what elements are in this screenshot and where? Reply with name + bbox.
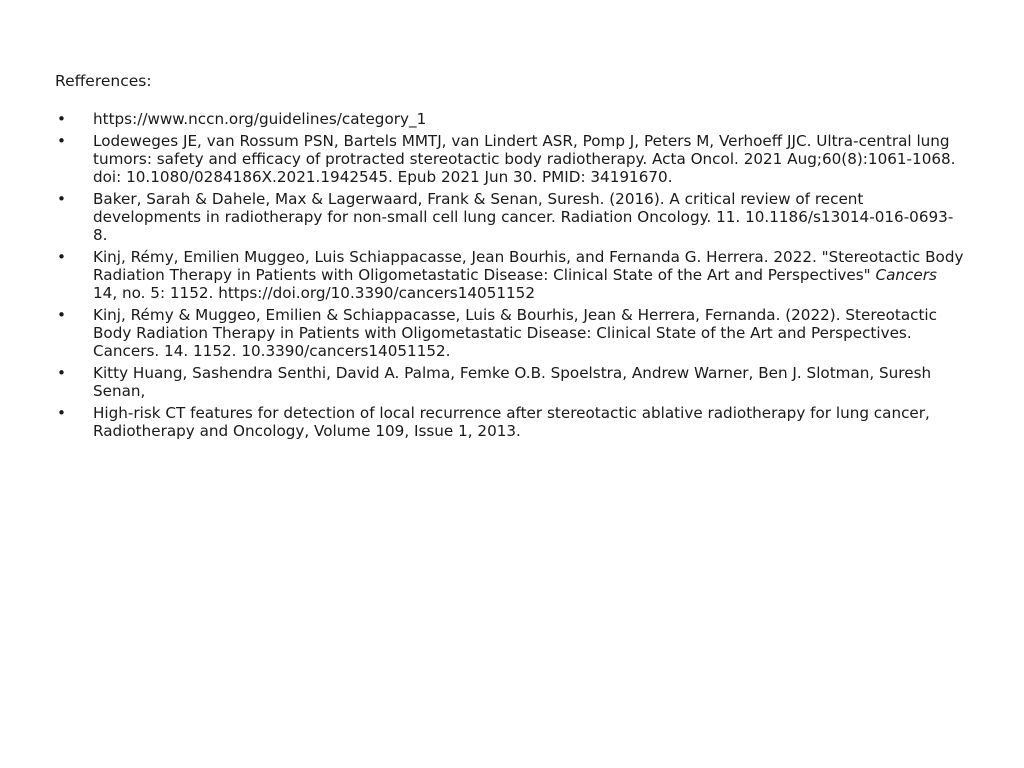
reference-journal-italic: Cancers <box>875 266 937 284</box>
reference-text: Lodeweges JE, van Rossum PSN, Bartels MMTJ, van Lindert ASR, Pomp J, Peters M, Verhoeff JJC. Ultra-central lung tumors: safety and efficacy of protracted stereotactic body radiotherapy. Acta Oncol. 2021 Aug;60(8):1061-1068. doi: 10.1080/0284186X.2021.1942545. Epub 2021 Jun 30. PMID: 34191670. <box>93 132 956 186</box>
reference-text: Kinj, Rémy & Muggeo, Emilien & Schiappacasse, Luis & Bourhis, Jean & Herrera, Fernanda. (2022). Stereotactic Body Radiation Therapy in Patients with Oligometastatic Disease: Clinical State of the Art and Perspectives. Cancers. 14. 1152. 10.3390/cancers14051152. <box>93 306 938 360</box>
references-list <box>55 110 964 440</box>
reference-text: https://www.nccn.org/guidelines/category_1 <box>93 110 427 128</box>
reference-text: High-risk CT features for detection of local recurrence after stereotactic ablative radiotherapy for lung cancer, Radiotherapy and Oncology, Volume 109, Issue 1, 2013. <box>93 404 930 440</box>
reference-item-huang-title <box>55 404 964 440</box>
reference-text-after: 14, no. 5: 1152. https://doi.org/10.3390/cancers14051152 <box>93 284 536 302</box>
reference-text-before: Kinj, Rémy, Emilien Muggeo, Luis Schiappacasse, Jean Bourhis, and Fernanda G. Herrera. 2022. "Stereotactic Body Radiation Therapy in Patients with Oligometastatic Disease: Clinical State of the Art and Perspectives" <box>93 248 964 284</box>
reference-item-huang-authors <box>55 364 964 400</box>
references-heading: Refferences: <box>55 72 152 90</box>
reference-item-lodeweges <box>55 132 964 186</box>
reference-item-kinj-researchgate <box>55 306 964 360</box>
reference-item-baker <box>55 190 964 244</box>
reference-item-kinj-mdpi <box>55 248 964 302</box>
reference-text: Kitty Huang, Sashendra Senthi, David A. Palma, Femke O.B. Spoelstra, Andrew Warner, Ben J. Slotman, Suresh Senan, <box>93 364 932 400</box>
reference-text: Baker, Sarah & Dahele, Max & Lagerwaard, Frank & Senan, Suresh. (2016). A critical review of recent developments in radiotherapy for non-small cell lung cancer. Radiation Oncology. 11. 10.1186/s13014-016-0693-8. <box>93 190 954 244</box>
reference-item-nccn <box>55 110 964 128</box>
